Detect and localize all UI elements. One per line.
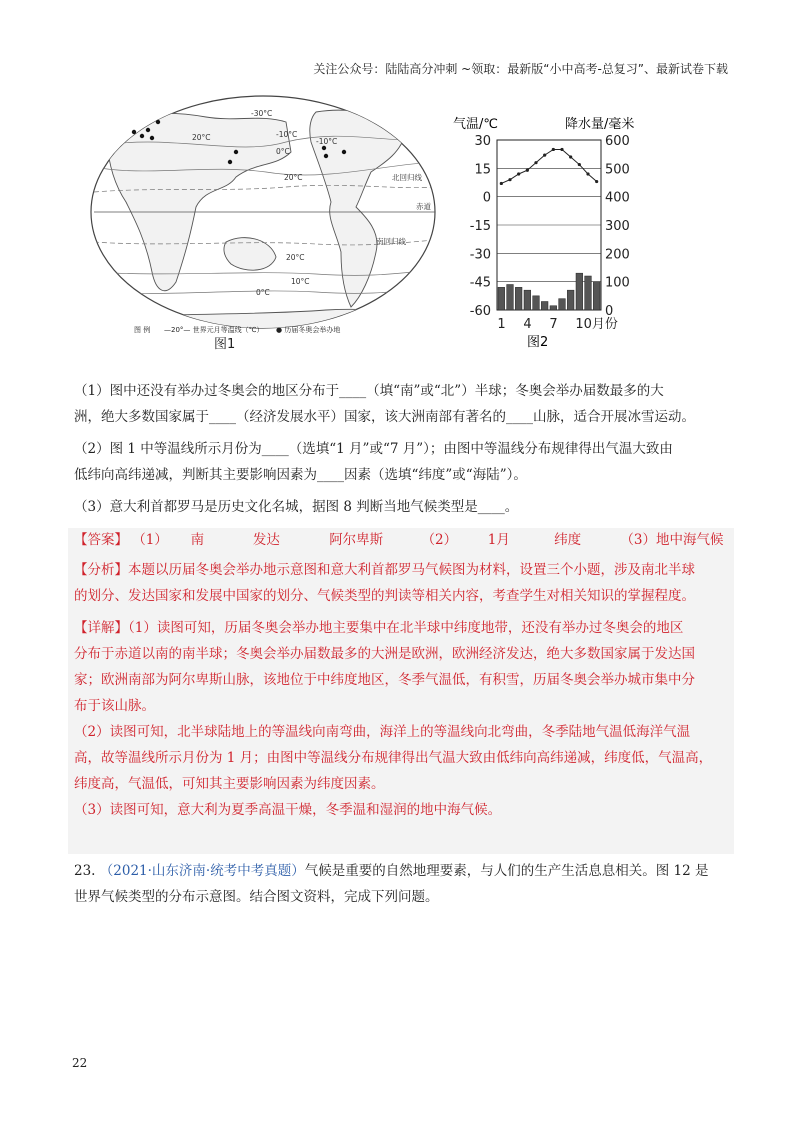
question-2 (74, 436, 734, 488)
precip-bar (567, 290, 574, 310)
precip-bar (515, 287, 522, 310)
answer-item: （1） (132, 532, 168, 548)
analysis-line-1: 本题以历届冬奥会举办地示意图和意大利首都罗马气候图为材料，设置三个小题，涉及南北半球 (128, 562, 695, 578)
question-23-number: 23. (74, 863, 96, 879)
isotherm-label: 20°C (284, 173, 303, 182)
analysis-line-2: 的划分、发达国家和发展中国家的划分、气候类型的判读等相关内容，考查学生对相关知识的掌握程度。 (74, 588, 695, 604)
isotherm-label: 20°C (192, 133, 211, 142)
isotherm-label: 0°C (276, 147, 290, 156)
detail-line-3: 家；欧洲南部为阿尔卑斯山脉，该地位于中纬度地区，冬季气温低，有积雪，历届冬奥会举办城市集中分 (74, 672, 695, 688)
temperature-point (552, 148, 555, 151)
temperature-point (569, 155, 572, 158)
left-tick-label: 15 (474, 162, 491, 178)
right-tick-label: 300 (605, 219, 630, 234)
temperature-line (501, 149, 596, 183)
detail-line-2: 分布于赤道以南的南半球；冬奥会举办届数最多的大洲是欧洲，欧洲经济发达，绝大多数国家属于发达国 (74, 646, 695, 662)
question-23-source: （2021·山东济南·统考中考真题） (99, 863, 305, 879)
temperature-point (595, 180, 598, 183)
analysis-tag: 【分析】 (74, 562, 128, 578)
left-tick-label: -60 (469, 304, 491, 319)
precip-bar (559, 299, 566, 310)
precip-bar (576, 273, 583, 310)
question-23-line-2: 世界气候类型的分布示意图。结合图文资料，完成下列问题。 (74, 889, 439, 905)
detail-block (74, 615, 734, 823)
legend-isotherm: —20°— 世界元月等温线（℃） (164, 326, 264, 334)
isotherm-label: -10°C (316, 137, 338, 146)
answer-item: 南 (190, 532, 205, 548)
legend-prefix: 图 例 (134, 326, 151, 334)
precip-bar (498, 287, 505, 310)
question-1-line-2: 洲，绝大多数国家属于____（经济发展水平）国家，该大洲南部有著名的____山脉，适合开展冰雪运动。 (74, 409, 695, 425)
precip-bar (585, 276, 592, 310)
x-tick-label: 7 (549, 317, 558, 332)
temperature-point (578, 163, 581, 166)
precip-bar (507, 285, 514, 311)
detail-tag: 【详解】 (74, 620, 128, 636)
isotherm-label: -30°C (251, 109, 273, 118)
precip-bar (541, 302, 548, 311)
answer-tag: 【答案】 (74, 532, 128, 548)
tropic-north-label: 北回归线 (392, 173, 422, 182)
x-tick-label: 10月份 (575, 317, 618, 332)
tropic-south-label: 南回归线 (376, 237, 406, 246)
answer-item: （3）地中海气候 (620, 532, 724, 548)
detail-line-5: （2）读图可知，北半球陆地上的等温线向南弯曲，海洋上的等温线向北弯曲，冬季陆地气温低海洋气温 (74, 724, 691, 740)
temperature-point (526, 169, 529, 172)
temperature-point (508, 178, 511, 181)
left-tick-label: -30 (469, 247, 491, 263)
precip-bar (533, 296, 540, 310)
right-tick-label: 400 (605, 190, 630, 206)
answer-item: （2） (421, 532, 458, 548)
question-2-line-1: （2）图 1 中等温线所示月份为____（选填“1 月”或“7 月”）；由图中等温线分布规律得出气温大致由 (74, 441, 673, 457)
figure-1-world-map (86, 92, 440, 352)
page-header: 关注公众号：陆陆高分冲刺 ~领取：最新版“小中高考-总复习”、最新试卷下载 (313, 62, 728, 76)
left-axis-label: 气温/℃ (453, 117, 498, 132)
temperature-point (560, 148, 563, 151)
temperature-point (586, 172, 589, 175)
x-tick-label: 4 (523, 317, 532, 332)
answer-item: 1月 (487, 532, 510, 548)
analysis-block (74, 557, 734, 609)
detail-line-4: 布于该山脉。 (74, 698, 155, 714)
answer-row (74, 527, 734, 553)
temperature-point (500, 182, 503, 185)
precip-bar (550, 306, 557, 310)
left-tick-label: -15 (469, 219, 491, 234)
detail-line-8: （3）读图可知，意大利为夏季高温干燥，冬季温和湿润的地中海气候。 (74, 802, 502, 818)
world-map-svg (86, 92, 440, 352)
climate-chart-svg (447, 110, 659, 350)
question-2-line-2: 低纬向高纬递减，判断其主要影响因素为____因素（选填“纬度”或“海陆”）。 (74, 467, 527, 483)
legend-host: ● 历届冬奥会举办地 (276, 326, 341, 334)
question-23 (74, 858, 734, 910)
right-tick-label: 500 (605, 162, 630, 178)
left-tick-label: -45 (469, 275, 491, 291)
temperature-point (517, 172, 520, 175)
precip-bar (593, 282, 600, 310)
right-axis-label: 降水量/毫米 (565, 117, 635, 132)
equator-label: 赤道 (416, 202, 431, 211)
left-tick-label: 30 (474, 134, 491, 149)
figure-1-caption: 图1 (214, 337, 236, 352)
x-tick-label: 1 (497, 317, 506, 332)
right-tick-label: 0 (605, 304, 614, 319)
page-number: 22 (72, 1056, 88, 1070)
isotherm-label: 10°C (291, 277, 310, 286)
left-tick-label: 0 (482, 190, 491, 206)
right-tick-label: 100 (605, 275, 630, 291)
answer-item: 发达 (252, 532, 280, 548)
temperature-point (534, 161, 537, 164)
isotherm-label: -10°C (276, 130, 298, 139)
isotherm-label: 20°C (286, 253, 305, 262)
question-1-line-1: （1）图中还没有举办过冬奥会的地区分布于____（填“南”或“北”）半球；冬奥会举办届数最多的大 (74, 383, 664, 399)
detail-line-6: 高，故等温线所示月份为 1 月；由图中等温线分布规律得出气温大致由低纬向高纬递减，纬度低，气温高， (74, 750, 713, 766)
detail-line-7: 纬度高，气温低，可知其主要影响因素为纬度因素。 (74, 776, 385, 792)
question-3-line-1: （3）意大利首都罗马是历史文化名城，据图 8 判断当地气候类型是____。 (74, 499, 519, 515)
figure-2-climate-chart (447, 110, 659, 350)
question-3 (74, 494, 734, 520)
precip-bar (524, 290, 531, 310)
figure-2-caption: 图2 (527, 335, 549, 350)
right-tick-label: 200 (605, 247, 630, 263)
temperature-point (543, 154, 546, 157)
question-23-line-1: 气候是重要的自然地理要素，与人们的生产生活息息相关。图 12 是 (304, 863, 709, 879)
answer-item: 纬度 (554, 532, 582, 548)
answer-item: 阿尔卑斯 (329, 532, 384, 548)
detail-line-1: （1）读图可知，历届冬奥会举办地主要集中在北半球中纬度地带，还没有举办过冬奥会的地区 (128, 620, 684, 636)
right-tick-label: 600 (605, 134, 630, 149)
question-1 (74, 378, 734, 430)
isotherm-label: 0°C (256, 288, 270, 297)
